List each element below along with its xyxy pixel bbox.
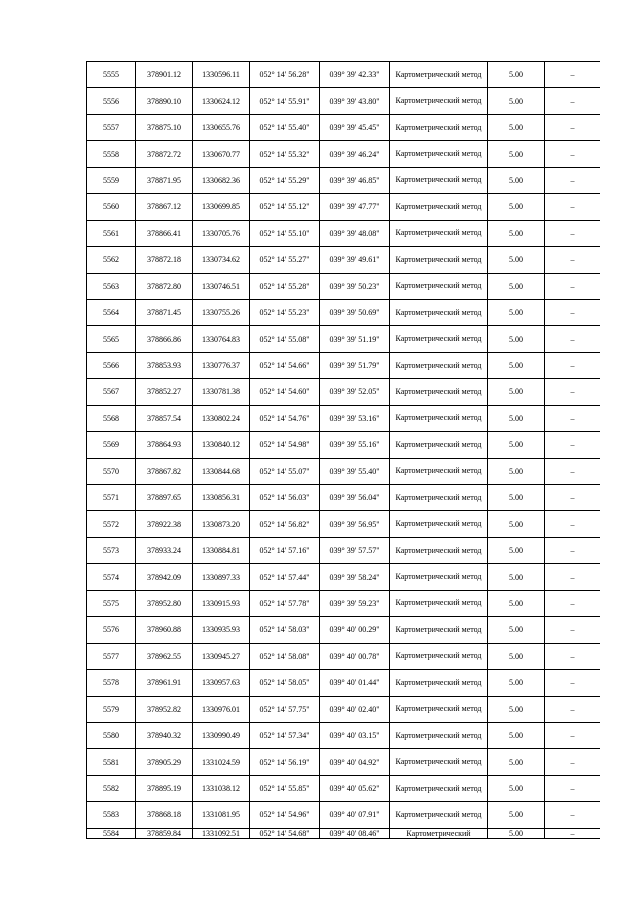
coordinates-table-container: [86, 61, 600, 839]
y-coordinate-cell: 1330840.12: [193, 432, 250, 458]
table-row: [87, 194, 601, 220]
y-coordinate-cell: 1331092.51: [193, 828, 250, 838]
x-coordinate-cell: 378859.84: [136, 828, 193, 838]
x-coordinate-cell: 378952.82: [136, 696, 193, 722]
x-coordinate-cell: 378890.10: [136, 88, 193, 114]
longitude-cell: 039° 39' 51.79": [320, 352, 390, 378]
longitude-cell: 039° 39' 46.24": [320, 141, 390, 167]
point-number-cell: 5583: [87, 802, 136, 828]
accuracy-cell: 5.00: [488, 722, 545, 748]
description-cell: –: [545, 590, 601, 616]
x-coordinate-cell: 378852.27: [136, 379, 193, 405]
description-cell: –: [545, 326, 601, 352]
description-cell: –: [545, 62, 601, 88]
description-cell: –: [545, 458, 601, 484]
longitude-cell: 039° 40' 01.44": [320, 670, 390, 696]
longitude-cell: 039° 39' 55.40": [320, 458, 390, 484]
method-cell: Картометрический метод: [390, 220, 488, 246]
table-row: [87, 458, 601, 484]
method-cell: Картометрический метод: [390, 590, 488, 616]
method-cell: Картометрический метод: [390, 670, 488, 696]
method-cell: Картометрический метод: [390, 352, 488, 378]
description-cell: –: [545, 775, 601, 801]
y-coordinate-cell: 1330705.76: [193, 220, 250, 246]
method-cell: Картометрический метод: [390, 405, 488, 431]
method-cell: Картометрический метод: [390, 167, 488, 193]
x-coordinate-cell: 378962.55: [136, 643, 193, 669]
y-coordinate-cell: 1330734.62: [193, 247, 250, 273]
point-number-cell: 5575: [87, 590, 136, 616]
longitude-cell: 039° 39' 47.77": [320, 194, 390, 220]
x-coordinate-cell: 378960.88: [136, 617, 193, 643]
table-row: [87, 167, 601, 193]
point-number-cell: 5558: [87, 141, 136, 167]
method-cell: Картометрический метод: [390, 643, 488, 669]
accuracy-cell: 5.00: [488, 326, 545, 352]
point-number-cell: 5581: [87, 749, 136, 775]
point-number-cell: 5573: [87, 537, 136, 563]
description-cell: –: [545, 485, 601, 511]
x-coordinate-cell: 378961.91: [136, 670, 193, 696]
longitude-cell: 039° 39' 50.23": [320, 273, 390, 299]
point-number-cell: 5582: [87, 775, 136, 801]
description-cell: –: [545, 167, 601, 193]
latitude-cell: 052° 14' 55.91": [250, 88, 320, 114]
method-cell: Картометрический метод: [390, 802, 488, 828]
accuracy-cell: 5.00: [488, 564, 545, 590]
x-coordinate-cell: 378866.86: [136, 326, 193, 352]
y-coordinate-cell: 1330945.27: [193, 643, 250, 669]
latitude-cell: 052° 14' 54.76": [250, 405, 320, 431]
method-cell: Картометрический метод: [390, 141, 488, 167]
description-cell: –: [545, 511, 601, 537]
x-coordinate-cell: 378875.10: [136, 114, 193, 140]
latitude-cell: 052° 14' 58.05": [250, 670, 320, 696]
y-coordinate-cell: 1330764.83: [193, 326, 250, 352]
accuracy-cell: 5.00: [488, 617, 545, 643]
description-cell: –: [545, 828, 601, 838]
latitude-cell: 052° 14' 54.60": [250, 379, 320, 405]
description-cell: –: [545, 405, 601, 431]
method-cell: Картометрический метод: [390, 696, 488, 722]
x-coordinate-cell: 378871.45: [136, 299, 193, 325]
accuracy-cell: 5.00: [488, 405, 545, 431]
description-cell: –: [545, 379, 601, 405]
y-coordinate-cell: 1330935.93: [193, 617, 250, 643]
accuracy-cell: 5.00: [488, 537, 545, 563]
table-row: [87, 405, 601, 431]
method-cell: Картометрический метод: [390, 114, 488, 140]
table-row: [87, 114, 601, 140]
point-number-cell: 5565: [87, 326, 136, 352]
table-row: [87, 379, 601, 405]
description-cell: –: [545, 670, 601, 696]
method-cell: Картометрический метод: [390, 432, 488, 458]
longitude-cell: 039° 39' 51.19": [320, 326, 390, 352]
latitude-cell: 052° 14' 55.08": [250, 326, 320, 352]
table-row: [87, 590, 601, 616]
longitude-cell: 039° 39' 57.57": [320, 537, 390, 563]
table-row: [87, 643, 601, 669]
description-cell: –: [545, 352, 601, 378]
point-number-cell: 5578: [87, 670, 136, 696]
longitude-cell: 039° 39' 56.95": [320, 511, 390, 537]
method-cell: Картометрический метод: [390, 564, 488, 590]
accuracy-cell: 5.00: [488, 352, 545, 378]
longitude-cell: 039° 39' 48.08": [320, 220, 390, 246]
method-cell: Картометрический метод: [390, 749, 488, 775]
accuracy-cell: 5.00: [488, 696, 545, 722]
x-coordinate-cell: 378866.41: [136, 220, 193, 246]
latitude-cell: 052° 14' 58.08": [250, 643, 320, 669]
latitude-cell: 052° 14' 56.03": [250, 485, 320, 511]
accuracy-cell: 5.00: [488, 828, 545, 838]
point-number-cell: 5564: [87, 299, 136, 325]
table-row: [87, 828, 601, 838]
accuracy-cell: 5.00: [488, 114, 545, 140]
method-cell: Картометрический метод: [390, 458, 488, 484]
description-cell: –: [545, 749, 601, 775]
description-cell: –: [545, 564, 601, 590]
point-number-cell: 5584: [87, 828, 136, 838]
method-cell: Картометрический метод: [390, 511, 488, 537]
method-cell: Картометрический метод: [390, 194, 488, 220]
point-number-cell: 5556: [87, 88, 136, 114]
longitude-cell: 039° 39' 59.23": [320, 590, 390, 616]
method-cell: Картометрический метод: [390, 62, 488, 88]
method-cell: Картометрический метод: [390, 722, 488, 748]
table-row: [87, 564, 601, 590]
y-coordinate-cell: 1330990.49: [193, 722, 250, 748]
table-row: [87, 511, 601, 537]
description-cell: –: [545, 247, 601, 273]
point-number-cell: 5576: [87, 617, 136, 643]
method-cell: Картометрический метод: [390, 247, 488, 273]
point-number-cell: 5560: [87, 194, 136, 220]
x-coordinate-cell: 378895.19: [136, 775, 193, 801]
y-coordinate-cell: 1331081.95: [193, 802, 250, 828]
latitude-cell: 052° 14' 57.44": [250, 564, 320, 590]
latitude-cell: 052° 14' 56.19": [250, 749, 320, 775]
point-number-cell: 5570: [87, 458, 136, 484]
longitude-cell: 039° 39' 50.69": [320, 299, 390, 325]
longitude-cell: 039° 40' 04.92": [320, 749, 390, 775]
x-coordinate-cell: 378872.72: [136, 141, 193, 167]
x-coordinate-cell: 378857.54: [136, 405, 193, 431]
latitude-cell: 052° 14' 55.29": [250, 167, 320, 193]
method-cell: Картометрический метод: [390, 775, 488, 801]
table-row: [87, 802, 601, 828]
table-row: [87, 485, 601, 511]
y-coordinate-cell: 1330915.93: [193, 590, 250, 616]
longitude-cell: 039° 40' 00.29": [320, 617, 390, 643]
latitude-cell: 052° 14' 54.98": [250, 432, 320, 458]
x-coordinate-cell: 378867.82: [136, 458, 193, 484]
table-row: [87, 432, 601, 458]
longitude-cell: 039° 39' 43.80": [320, 88, 390, 114]
table-row: [87, 696, 601, 722]
latitude-cell: 052° 14' 57.78": [250, 590, 320, 616]
point-number-cell: 5557: [87, 114, 136, 140]
coordinates-table: [86, 61, 600, 839]
latitude-cell: 052° 14' 56.28": [250, 62, 320, 88]
accuracy-cell: 5.00: [488, 432, 545, 458]
x-coordinate-cell: 378952.80: [136, 590, 193, 616]
accuracy-cell: 5.00: [488, 379, 545, 405]
method-cell: Картометрический метод: [390, 485, 488, 511]
latitude-cell: 052° 14' 55.40": [250, 114, 320, 140]
y-coordinate-cell: 1330957.63: [193, 670, 250, 696]
method-cell: Картометрический: [390, 828, 488, 838]
method-cell: Картометрический метод: [390, 537, 488, 563]
table-row: [87, 299, 601, 325]
y-coordinate-cell: 1330776.37: [193, 352, 250, 378]
latitude-cell: 052° 14' 57.16": [250, 537, 320, 563]
longitude-cell: 039° 40' 08.46": [320, 828, 390, 838]
x-coordinate-cell: 378897.65: [136, 485, 193, 511]
table-row: [87, 352, 601, 378]
method-cell: Картометрический метод: [390, 617, 488, 643]
point-number-cell: 5563: [87, 273, 136, 299]
description-cell: –: [545, 722, 601, 748]
longitude-cell: 039° 39' 55.16": [320, 432, 390, 458]
x-coordinate-cell: 378933.24: [136, 537, 193, 563]
table-row: [87, 88, 601, 114]
x-coordinate-cell: 378922.38: [136, 511, 193, 537]
point-number-cell: 5577: [87, 643, 136, 669]
latitude-cell: 052° 14' 55.27": [250, 247, 320, 273]
latitude-cell: 052° 14' 56.82": [250, 511, 320, 537]
accuracy-cell: 5.00: [488, 62, 545, 88]
table-row: [87, 141, 601, 167]
latitude-cell: 052° 14' 55.23": [250, 299, 320, 325]
y-coordinate-cell: 1330897.33: [193, 564, 250, 590]
y-coordinate-cell: 1330976.01: [193, 696, 250, 722]
accuracy-cell: 5.00: [488, 220, 545, 246]
longitude-cell: 039° 40' 02.40": [320, 696, 390, 722]
point-number-cell: 5580: [87, 722, 136, 748]
table-row: [87, 749, 601, 775]
accuracy-cell: 5.00: [488, 194, 545, 220]
accuracy-cell: 5.00: [488, 167, 545, 193]
longitude-cell: 039° 40' 07.91": [320, 802, 390, 828]
method-cell: Картометрический метод: [390, 88, 488, 114]
accuracy-cell: 5.00: [488, 775, 545, 801]
y-coordinate-cell: 1330856.31: [193, 485, 250, 511]
longitude-cell: 039° 40' 03.15": [320, 722, 390, 748]
y-coordinate-cell: 1330596.11: [193, 62, 250, 88]
accuracy-cell: 5.00: [488, 299, 545, 325]
longitude-cell: 039° 39' 53.16": [320, 405, 390, 431]
table-row: [87, 537, 601, 563]
accuracy-cell: 5.00: [488, 458, 545, 484]
y-coordinate-cell: 1330699.85: [193, 194, 250, 220]
latitude-cell: 052° 14' 55.85": [250, 775, 320, 801]
longitude-cell: 039° 39' 58.24": [320, 564, 390, 590]
longitude-cell: 039° 40' 05.62": [320, 775, 390, 801]
point-number-cell: 5562: [87, 247, 136, 273]
description-cell: –: [545, 141, 601, 167]
y-coordinate-cell: 1330873.20: [193, 511, 250, 537]
latitude-cell: 052° 14' 57.75": [250, 696, 320, 722]
y-coordinate-cell: 1331024.59: [193, 749, 250, 775]
coordinates-table-body: [87, 62, 601, 839]
description-cell: –: [545, 194, 601, 220]
point-number-cell: 5555: [87, 62, 136, 88]
y-coordinate-cell: 1330802.24: [193, 405, 250, 431]
x-coordinate-cell: 378942.09: [136, 564, 193, 590]
x-coordinate-cell: 378868.18: [136, 802, 193, 828]
description-cell: –: [545, 220, 601, 246]
point-number-cell: 5572: [87, 511, 136, 537]
latitude-cell: 052° 14' 55.32": [250, 141, 320, 167]
longitude-cell: 039° 39' 45.45": [320, 114, 390, 140]
x-coordinate-cell: 378867.12: [136, 194, 193, 220]
description-cell: –: [545, 114, 601, 140]
longitude-cell: 039° 39' 52.05": [320, 379, 390, 405]
longitude-cell: 039° 39' 42.33": [320, 62, 390, 88]
y-coordinate-cell: 1330682.36: [193, 167, 250, 193]
y-coordinate-cell: 1330624.12: [193, 88, 250, 114]
point-number-cell: 5574: [87, 564, 136, 590]
x-coordinate-cell: 378853.93: [136, 352, 193, 378]
latitude-cell: 052° 14' 55.07": [250, 458, 320, 484]
description-cell: –: [545, 643, 601, 669]
accuracy-cell: 5.00: [488, 511, 545, 537]
description-cell: –: [545, 696, 601, 722]
point-number-cell: 5568: [87, 405, 136, 431]
accuracy-cell: 5.00: [488, 670, 545, 696]
accuracy-cell: 5.00: [488, 88, 545, 114]
table-row: [87, 722, 601, 748]
table-row: [87, 617, 601, 643]
method-cell: Картометрический метод: [390, 379, 488, 405]
description-cell: –: [545, 432, 601, 458]
description-cell: –: [545, 88, 601, 114]
latitude-cell: 052° 14' 54.68": [250, 828, 320, 838]
accuracy-cell: 5.00: [488, 749, 545, 775]
x-coordinate-cell: 378872.18: [136, 247, 193, 273]
method-cell: Картометрический метод: [390, 273, 488, 299]
accuracy-cell: 5.00: [488, 141, 545, 167]
point-number-cell: 5571: [87, 485, 136, 511]
description-cell: –: [545, 617, 601, 643]
point-number-cell: 5567: [87, 379, 136, 405]
longitude-cell: 039° 39' 46.85": [320, 167, 390, 193]
x-coordinate-cell: 378901.12: [136, 62, 193, 88]
accuracy-cell: 5.00: [488, 590, 545, 616]
y-coordinate-cell: 1330844.68: [193, 458, 250, 484]
description-cell: –: [545, 273, 601, 299]
description-cell: –: [545, 802, 601, 828]
point-number-cell: 5561: [87, 220, 136, 246]
y-coordinate-cell: 1331038.12: [193, 775, 250, 801]
longitude-cell: 039° 40' 00.78": [320, 643, 390, 669]
table-row: [87, 775, 601, 801]
description-cell: –: [545, 299, 601, 325]
table-row: [87, 62, 601, 88]
longitude-cell: 039° 39' 56.04": [320, 485, 390, 511]
x-coordinate-cell: 378871.95: [136, 167, 193, 193]
y-coordinate-cell: 1330670.77: [193, 141, 250, 167]
accuracy-cell: 5.00: [488, 643, 545, 669]
latitude-cell: 052° 14' 55.12": [250, 194, 320, 220]
accuracy-cell: 5.00: [488, 802, 545, 828]
method-cell: Картометрический метод: [390, 299, 488, 325]
point-number-cell: 5559: [87, 167, 136, 193]
latitude-cell: 052° 14' 55.28": [250, 273, 320, 299]
latitude-cell: 052° 14' 58.03": [250, 617, 320, 643]
y-coordinate-cell: 1330655.76: [193, 114, 250, 140]
x-coordinate-cell: 378864.93: [136, 432, 193, 458]
description-cell: –: [545, 537, 601, 563]
point-number-cell: 5579: [87, 696, 136, 722]
latitude-cell: 052° 14' 54.66": [250, 352, 320, 378]
latitude-cell: 052° 14' 55.10": [250, 220, 320, 246]
x-coordinate-cell: 378872.80: [136, 273, 193, 299]
table-row: [87, 220, 601, 246]
latitude-cell: 052° 14' 54.96": [250, 802, 320, 828]
accuracy-cell: 5.00: [488, 247, 545, 273]
accuracy-cell: 5.00: [488, 485, 545, 511]
latitude-cell: 052° 14' 57.34": [250, 722, 320, 748]
point-number-cell: 5566: [87, 352, 136, 378]
x-coordinate-cell: 378905.29: [136, 749, 193, 775]
method-cell: Картометрический метод: [390, 326, 488, 352]
y-coordinate-cell: 1330746.51: [193, 273, 250, 299]
accuracy-cell: 5.00: [488, 273, 545, 299]
y-coordinate-cell: 1330755.26: [193, 299, 250, 325]
table-row: [87, 326, 601, 352]
longitude-cell: 039° 39' 49.61": [320, 247, 390, 273]
table-row: [87, 273, 601, 299]
y-coordinate-cell: 1330781.38: [193, 379, 250, 405]
y-coordinate-cell: 1330884.81: [193, 537, 250, 563]
point-number-cell: 5569: [87, 432, 136, 458]
x-coordinate-cell: 378940.32: [136, 722, 193, 748]
table-row: [87, 247, 601, 273]
table-row: [87, 670, 601, 696]
